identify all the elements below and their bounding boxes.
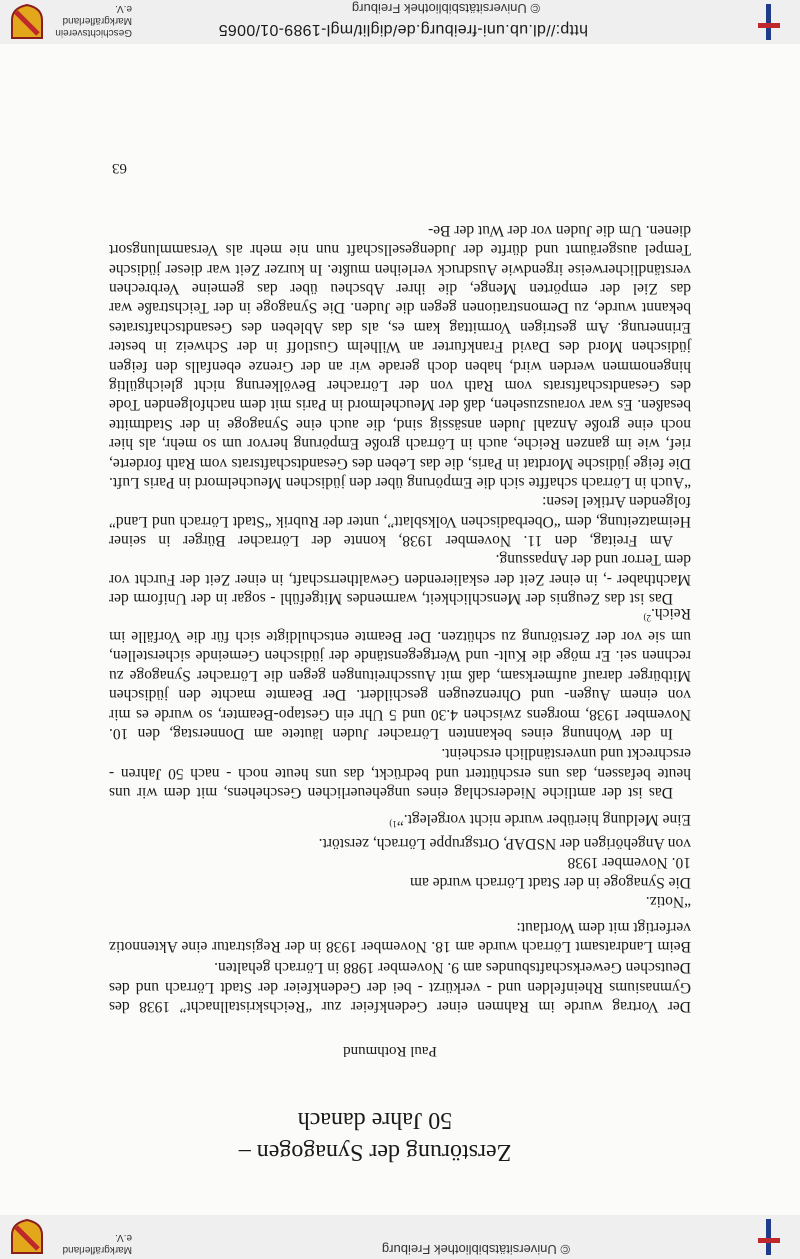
paragraph-5: Am Freitag, den 11. November 1938, konnte der Lörracher Bürger in seiner Heimatzeitung, dem “Oberbadischen Volksblatt”, unter der Rubrik “Stadt Lörrach und Land” folgenden Artikel lesen:	[109, 493, 691, 549]
paragraph-3: In der Wohnung eines bekannten Lörracher Juden läutete am Donnerstag, den 10. November 1938, morgens zwischen 4.30 und 5 Uhr ein Gestapo-Beamter, so wurde es mir von einem Augen- und Ohrenzeugen geschildert. Der Beamte machte den jüdischen Mitbürger darauf aufmerksam, daß mit Ausschreitungen gegen die Lörracher Synagoge zu rechnen sei. Er möge die Kult- und Wertgegenstände der jüdischen Gemeinde sicherstellen, um sie vor der Zerstörung zu schützen. Der Beamte entschuldigte sich für die Vorfälle im Reich.$^{2)}$	[109, 604, 691, 742]
paragraph-1: Beim Landratsamt Lörrach wurde am 18. November 1938 in der Registratur eine Aktennotiz verfertigt mit dem Wortlaut:	[109, 918, 691, 955]
association-name: Geschichtsverein Markgräflerland e.V.	[55, 3, 132, 38]
library-copyright: © Universitätsbibliothek Freiburg	[351, 1, 540, 16]
note-line: Eine Meldung hierüber wurde nicht vorgelegt.”$^{1)}$	[389, 811, 691, 830]
page-number: 63	[112, 160, 127, 176]
paragraph-6: “Auch in Lörrach schaffte sich die Empörung über den jüdischen Meuchelmord in Paris Luft. Die feige jüdische Mordtat in Paris, die das Leben des Gesandtschaftsrats vom Rath forderte, rief, wie im ganzen Reiche, auch in Lörrach große Empörung hervor um so mehr, als hier noch eine große Anzahl Juden ansässig sind, die auch eine Synagoge in der Stadtmitte besaßen. Es war vorauszusehen, daß der Meuchelmord in Paris mit dem nachfolgenden Tode des Gesandtschaftsrats vom Rath von der Lörracher Bevölkerung nicht gleichgültig hingenommen werden wird, haben doch gerade wir an der Grenze ebenfalls den feigen jüdischen Mord des David Frankfurter an Wilhelm Gustloff in der Schweiz in bester Erinnerung. Am gestrigen Vormittag kam es, als das Ableben des Gesandtschaftsrates bekannt wurde, zu Demonstrationen gegen die Juden. Die Synagoge in der Teichstraße war das Ziel der empörten Menge, die ihrer Abscheu über das gemeine Verbrechen verständlicherweise irgendwie Ausdruck verleihen mußte. In kurzer Zeit war dieser jüdische Tempel ausgeräumt und dürfte der Judengesellschaft nun nie mehr als Versammlungsort dienen. Um die Juden vor der Wut der Be-	[109, 221, 691, 491]
footnote-ref-2: 2)	[643, 612, 651, 623]
association-name: Markgräflerland e.V.	[62, 1232, 132, 1255]
note-line: von Angehörigen der NSDAP, Ortsgruppe Lörrach, zerstört.	[318, 834, 691, 852]
intro-paragraph: Der Vortrag wurde im Rahmen einer Gedenkfeier zur “Reichskristallnacht” 1938 des Gymnasiums Rheinfelden und - verkürzt - bei der Gedenkfeier der Stadt Lörrach und des Deutschen Gewerkschaftsbundes am 9. November 1988 in Lörrach gehalten.	[109, 959, 691, 1015]
note-line: 10. November 1938	[567, 854, 691, 872]
footer-bar	[0, 0, 800, 44]
paragraph-2: Das ist der amtliche Niederschlag eines ungeheuerlichen Geschehens, mit dem wir uns heute befassen, das uns erschüttert und bedrückt, das uns heute noch - nach 50 Jahren - erschreckt und unverständlich erscheint.	[109, 745, 691, 801]
note-line: Die Synagoge in der Stadt Lörrach wurde am	[409, 873, 691, 891]
university-logo-icon	[754, 4, 784, 40]
quoted-note	[291, 810, 691, 911]
association-crest-icon	[10, 4, 44, 40]
article-author: Paul Rothmund	[343, 1043, 437, 1059]
header-bar	[0, 1215, 800, 1259]
library-copyright: © Universitätsbibliothek Freiburg	[381, 1242, 570, 1257]
footnote-ref-1: 1)	[389, 819, 397, 830]
university-logo-icon	[754, 1219, 784, 1255]
article-title-line1: Zerstörung der Synagogen –	[238, 1139, 512, 1165]
article-title-line2: 50 Jahre danach	[297, 1107, 453, 1133]
paragraph-4: Das ist das Zeugnis der Menschlichkeit, warmendes Mitgefühl - sogar in der Uniform der Machthaber -, in einer Zeit der eskalierenden Gewaltherrschaft, in einer Zeit der Furcht vor dem Terror und der Anpassung.	[109, 551, 691, 607]
document-url-link[interactable]: http://dl.ub.uni-freiburg.de/diglit/mgl-1989-01/0065	[218, 21, 588, 38]
note-line: “Notiz.	[645, 893, 691, 910]
association-crest-icon	[10, 1219, 44, 1255]
